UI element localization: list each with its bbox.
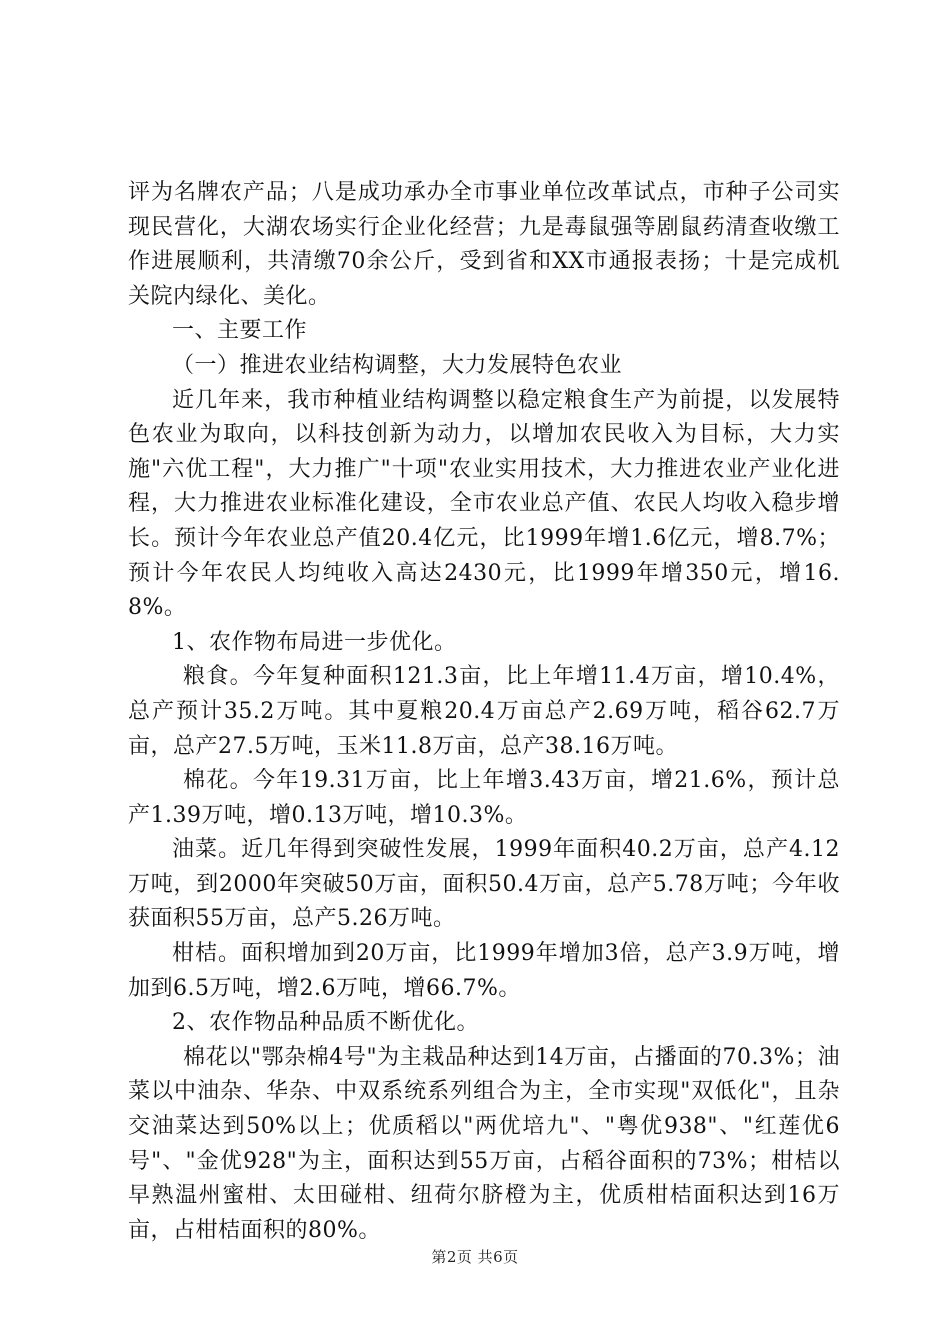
paragraph-grain: 粮食。今年复种面积121.3亩，比上年增11.4万亩，增10.4%，总产预计35.2万吨。其中夏粮20.4万亩总产2.69万吨，稻谷62.7万亩，总产27.5万吨，玉米11.8万亩，总产38.16万吨。	[128, 664, 840, 759]
paragraph-varieties: 棉花以"鄂杂棉4号"为主栽品种达到14万亩，占播面的70.3%；油菜以中油杂、华杂、中双系统系列组合为主，全市实现"双低化"，且杂交油菜达到50%以上；优质稻以"两优培九"、"粤优938"、"红莲优6号"、"金优928"为主，面积达到55万亩，占稻谷面积的73%；柑桔以早熟温州蜜柑、太田碰柑、纽荷尔脐橙为主，优质柑桔面积达到16万亩，占柑桔面积的80%。	[128, 1044, 840, 1243]
paragraph-rapeseed: 油菜。近几年得到突破性发展，1999年面积40.2万亩，总产4.12万吨，到2000年突破50万亩，面积50.4万亩，总产5.78万吨；今年收获面积55万亩，总产5.26万吨。	[128, 837, 840, 932]
paragraph-overview: 近几年来，我市种植业结构调整以稳定粮食生产为前提，以发展特色农业为取向，以科技创新为动力，以增加农民收入为目标，大力实施"六优工程"，大力推广"十项"农业实用技术，大力推进农业产业化进程，大力推进农业标准化建设，全市农业总产值、农民人均收入稳步增长。预计今年农业总产值20.4亿元，比1999年增1.6亿元，增8.7%；预计今年农民人均纯收入高达2430元，比1999年增350元，增16.8%。	[128, 387, 840, 621]
item-heading-crop-layout: 1、农作物布局进一步优化。	[172, 629, 457, 655]
heading-main-work: 一、主要工作	[172, 318, 308, 344]
page-number-footer: 第2页 共6页	[431, 1248, 519, 1266]
subheading-structure-adjustment: （一）推进农业结构调整，大力发展特色农业	[172, 352, 623, 378]
document-body	[128, 176, 840, 1248]
paragraph-citrus: 柑桔。面积增加到20万亩，比1999年增加3倍，总产3.9万吨，增加到6.5万吨，增2.6万吨，增66.7%。	[128, 941, 840, 1001]
paragraph-cotton: 棉花。今年19.31万亩，比上年增3.43万亩，增21.6%，预计总产1.39万吨，增0.13万吨，增10.3%。	[128, 768, 840, 828]
item-heading-variety-quality: 2、农作物品种品质不断优化。	[172, 1010, 479, 1036]
paragraph-summary-continued: 评为名牌农产品；八是成功承办全市事业单位改革试点，市种子公司实现民营化，大湖农场实行企业化经营；九是毒鼠强等剧鼠药清查收缴工作进展顺利，共清缴70余公斤，受到省和XX市通报表扬；十是完成机关院内绿化、美化。	[128, 180, 840, 309]
